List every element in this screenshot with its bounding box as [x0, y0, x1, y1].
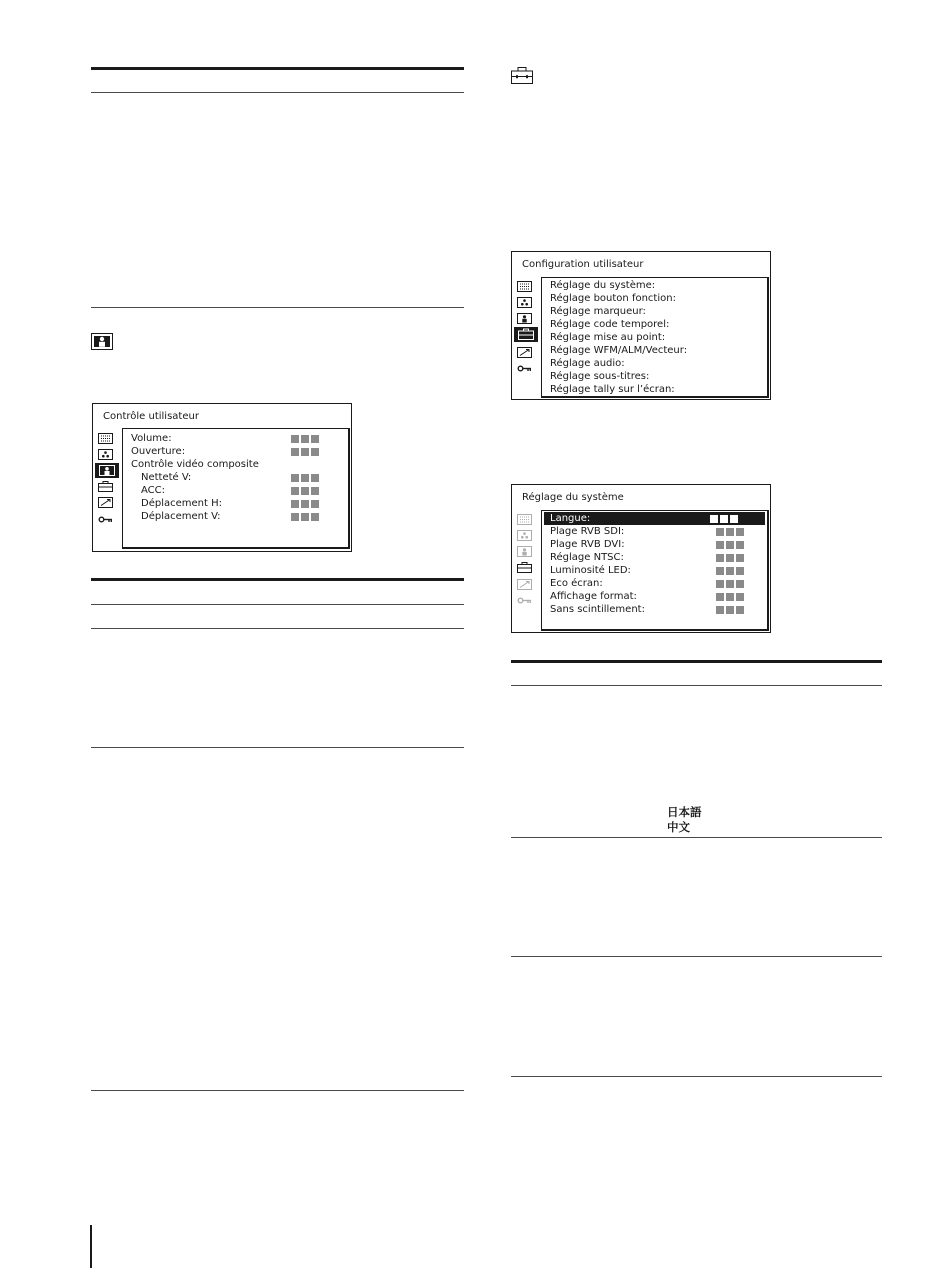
- user-config-menu: [511, 251, 771, 400]
- table-rule: [91, 92, 464, 93]
- table-rule: [511, 837, 882, 838]
- table-rule: [511, 956, 882, 957]
- user-control-menu: [92, 403, 352, 552]
- rgb-icon: [98, 449, 113, 460]
- list-icon: [98, 433, 113, 444]
- person-icon: [517, 313, 532, 324]
- menu-item[interactable]: Contrôle vidéo composite: [131, 459, 259, 470]
- value-indicator: [716, 528, 745, 536]
- person-icon: [517, 546, 532, 557]
- value-indicator: [710, 515, 739, 523]
- menu-item[interactable]: Réglage mise au point:: [550, 332, 666, 343]
- value-indicator: [716, 541, 745, 549]
- toolbox-icon: [98, 481, 113, 492]
- menu-item[interactable]: Réglage tally sur l’écran:: [550, 384, 675, 395]
- value-indicator: [291, 448, 320, 456]
- page-margin-bar: [90, 1225, 92, 1268]
- toolbox-icon[interactable]: [514, 327, 538, 342]
- menu-title: Configuration utilisateur: [522, 259, 644, 270]
- user-control-icon[interactable]: [95, 463, 119, 478]
- value-indicator: [291, 513, 320, 521]
- menu-item[interactable]: Plage RVB DVI:: [550, 538, 625, 551]
- menu-panel: [541, 277, 769, 398]
- menu-item[interactable]: Réglage NTSC:: [550, 551, 624, 564]
- table-rule: [511, 685, 882, 686]
- graph-icon: [517, 347, 532, 358]
- menu-item[interactable]: Réglage WFM/ALM/Vecteur:: [550, 345, 688, 356]
- menu-icon-column: [517, 281, 535, 391]
- key-icon: [517, 595, 532, 606]
- value-indicator: [291, 435, 320, 443]
- menu-item[interactable]: Réglage bouton fonction:: [550, 293, 676, 304]
- value-indicator: [291, 474, 320, 482]
- menu-item[interactable]: Plage RVB SDI:: [550, 525, 624, 538]
- value-indicator: [716, 554, 745, 562]
- table-rule: [91, 604, 464, 605]
- menu-title: Contrôle utilisateur: [103, 411, 199, 422]
- menu-item[interactable]: ACC:: [141, 484, 165, 497]
- menu-item[interactable]: Déplacement H:: [141, 497, 222, 510]
- menu-panel: [541, 510, 769, 631]
- menu-item[interactable]: Affichage format:: [550, 590, 637, 603]
- menu-item-selected[interactable]: Langue:: [544, 512, 765, 525]
- value-indicator: [716, 606, 745, 614]
- value-indicator: [291, 500, 320, 508]
- toolbox-icon: [511, 67, 533, 84]
- rgb-icon: [517, 530, 532, 541]
- value-indicator: [716, 593, 745, 601]
- menu-item[interactable]: Réglage marqueur:: [550, 306, 646, 317]
- language-option: 日本語: [667, 805, 702, 819]
- menu-item[interactable]: Volume:: [131, 432, 172, 445]
- value-indicator: [716, 567, 745, 575]
- toolbox-icon[interactable]: [517, 562, 532, 573]
- graph-icon: [517, 579, 532, 590]
- key-icon: [98, 514, 113, 525]
- menu-item[interactable]: Réglage code temporel:: [550, 319, 670, 330]
- menu-item[interactable]: Déplacement V:: [141, 510, 220, 523]
- rgb-icon: [517, 297, 532, 308]
- menu-title: Réglage du système: [522, 492, 624, 503]
- graph-icon: [98, 497, 113, 508]
- menu-icon-column: [98, 433, 116, 543]
- value-indicator: [716, 580, 745, 588]
- list-icon: [517, 281, 532, 292]
- menu-item[interactable]: Ouverture:: [131, 445, 185, 458]
- table-rule: [91, 747, 464, 748]
- key-icon: [517, 363, 532, 374]
- table-rule: [91, 1090, 464, 1091]
- menu-item[interactable]: Réglage audio:: [550, 358, 625, 369]
- value-indicator: [291, 487, 320, 495]
- language-option: 中文: [667, 820, 690, 834]
- section-rule: [91, 67, 464, 70]
- person-icon: [91, 333, 113, 350]
- menu-item[interactable]: Netteté V:: [141, 471, 191, 484]
- menu-item[interactable]: Réglage sous-titres:: [550, 371, 650, 382]
- section-rule: [91, 578, 464, 581]
- system-setting-menu: [511, 484, 771, 633]
- menu-item[interactable]: Sans scintillement:: [550, 603, 645, 616]
- menu-item[interactable]: Luminosité LED:: [550, 564, 631, 577]
- menu-icon-column: [517, 514, 535, 624]
- list-icon: [517, 514, 532, 525]
- table-rule: [511, 1076, 882, 1077]
- table-rule: [91, 628, 464, 629]
- table-rule: [91, 307, 464, 308]
- section-rule: [511, 660, 882, 663]
- menu-panel: [122, 428, 350, 549]
- menu-item[interactable]: Eco écran:: [550, 577, 603, 590]
- menu-item[interactable]: Réglage du système:: [550, 280, 656, 291]
